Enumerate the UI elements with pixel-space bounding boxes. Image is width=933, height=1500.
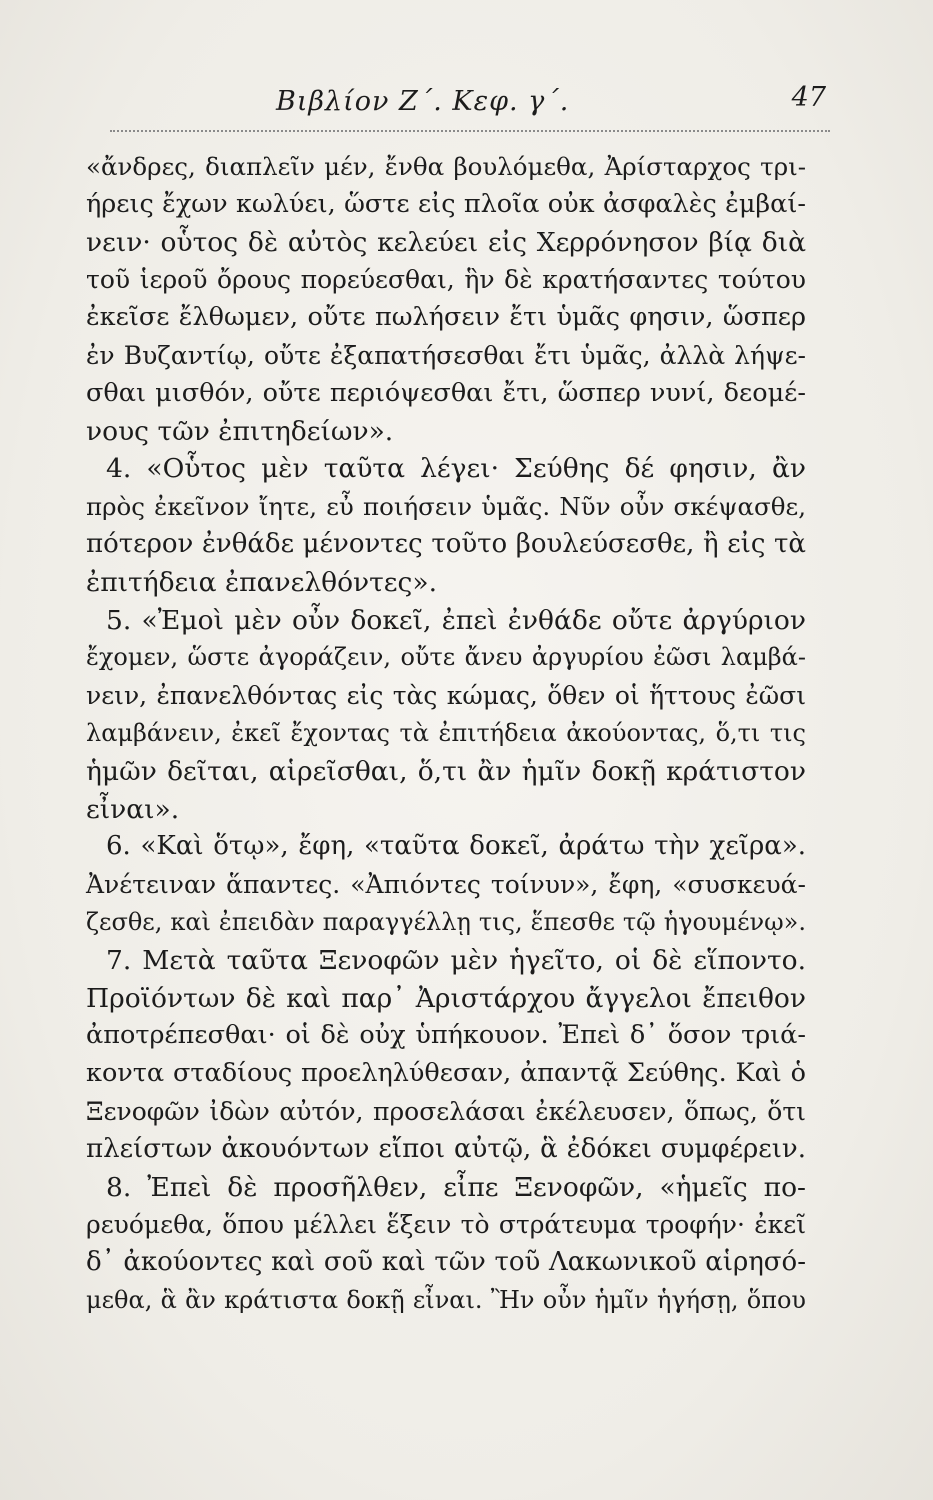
- text-line: σθαι μισθόν, οὔτε περιόψεσθαι ἔτι, ὥσπερ νυνί, δεομέ-: [86, 377, 806, 408]
- text-line: ήρεις ἔχων κωλύει, ὥστε εἰς πλοῖα οὐκ ἀσφαλὲς ἐμβαί-: [86, 188, 806, 219]
- text-line: Ἀνέτειναν ἅπαντες. «Ἀπιόντες τοίνυν», ἔφη, «συσκευά-: [86, 870, 806, 900]
- text-line: 8. Ἐπεὶ δὲ προσῆλθεν, εἶπε Ξενοφῶν, «ἡμεῖς πο-: [106, 1171, 806, 1203]
- text-line: λαμβάνειν, ἐκεῖ ἔχοντας τὰ ἐπιτήδεια ἀκούοντας, ὅ,τι τις: [86, 718, 806, 747]
- text-line: 6. «Καὶ ὅτῳ», ἔφη, «ταῦτα δοκεῖ, ἀράτω τὴν χεῖρα».: [106, 831, 806, 862]
- text-line: ζεσθε, καὶ ἐπειδὰν παραγγέλλῃ τις, ἕπεσθε τῷ ἡγουμένῳ».: [86, 907, 806, 936]
- text-line: Προϊόντων δὲ καὶ παρ᾽ Ἀριστάρχου ἄγγελοι ἔπειθον: [86, 982, 806, 1014]
- page-header: [110, 74, 830, 132]
- text-line: ἔχομεν, ὥστε ἀγοράζειν, οὔτε ἄνευ ἀργυρίου ἐῶσι λαμβά-: [86, 643, 806, 672]
- text-line: πρὸς ἐκεῖνον ἴητε, εὖ ποιήσειν ὑμᾶς. Νῦν οὖν σκέψασθε,: [86, 492, 806, 522]
- running-title: Βιβλίον Ζ΄. Κεφ. γ΄.: [276, 86, 570, 117]
- text-line: ἐν Βυζαντίῳ, οὔτε ἐξαπατήσεσθαι ἔτι ὑμᾶς, ἀλλὰ λήψε-: [86, 340, 806, 370]
- text-line: ρευόμεθα, ὅπου μέλλει ἕξειν τὸ στράτευμα τροφήν· ἐκεῖ: [86, 1210, 806, 1240]
- text-line: δ᾽ ἀκούοντες καὶ σοῦ καὶ τῶν τοῦ Λακωνικοῦ αἱρησό-: [86, 1247, 806, 1278]
- text-line: 4. «Οὗτος μὲν ταῦτα λέγει· Σεύθης δέ φησιν, ἂν: [106, 453, 806, 485]
- body-text: [86, 148, 806, 1320]
- text-line: νειν· οὗτος δὲ αὐτὸς κελεύει εἰς Χερρόνησον βίᾳ διὰ: [86, 226, 806, 258]
- text-line: μεθα, ἃ ἂν κράτιστα δοκῇ εἶναι. Ἢν οὖν ἡμῖν ἡγήσῃ, ὅπου: [86, 1285, 806, 1314]
- text-line: ἐκεῖσε ἔλθωμεν, οὔτε πωλήσειν ἔτι ὑμᾶς φησιν, ὥσπερ: [86, 302, 806, 333]
- text-line: ἀποτρέπεσθαι· οἱ δὲ οὐχ ὑπήκουον. Ἐπεὶ δ᾽ ὅσον τριά-: [86, 1020, 806, 1051]
- text-line: πότερον ἐνθάδε μένοντες τοῦτο βουλεύσεσθε, ἢ εἰς τὰ: [86, 528, 806, 559]
- text-line: Ξενοφῶν ἰδὼν αὐτόν, προσελάσαι ἐκέλευσεν, ὅπως, ὅτι: [86, 1096, 806, 1126]
- text-line: πλείστων ἀκουόντων εἴποι αὐτῷ, ἃ ἐδόκει συμφέρειν.: [86, 1133, 806, 1164]
- text-line: νους τῶν ἐπιτηδείων».: [86, 415, 394, 447]
- text-line: ἐπιτήδεια ἐπανελθόντες».: [86, 566, 438, 598]
- text-line: νειν, ἐπανελθόντας εἰς τὰς κώμας, ὅθεν οἱ ἥττους ἐῶσι: [86, 681, 806, 711]
- text-line: κοντα σταδίους προεληλύθεσαν, ἀπαντᾷ Σεύθης. Καὶ ὁ: [86, 1058, 806, 1089]
- text-line: ἡμῶν δεῖται, αἱρεῖσθαι, ὅ,τι ἂν ἡμῖν δοκῇ κράτιστον: [86, 755, 806, 787]
- text-line: 5. «Ἐμοὶ μὲν οὖν δοκεῖ, ἐπεὶ ἐνθάδε οὔτε ἀργύριον: [106, 604, 806, 636]
- text-line: 7. Μετὰ ταῦτα Ξενοφῶν μὲν ἡγεῖτο, οἱ δὲ εἵποντο.: [106, 944, 806, 976]
- page-number: 47: [791, 82, 826, 113]
- text-line: εἶναι».: [86, 793, 180, 825]
- text-line: «ἄνδρες, διαπλεῖν μέν, ἔνθα βουλόμεθα, Ἀρίσταρχος τρι-: [86, 152, 806, 181]
- text-line: τοῦ ἱεροῦ ὄρους πορεύεσθαι, ἣν δὲ κρατήσαντες τούτου: [86, 265, 806, 295]
